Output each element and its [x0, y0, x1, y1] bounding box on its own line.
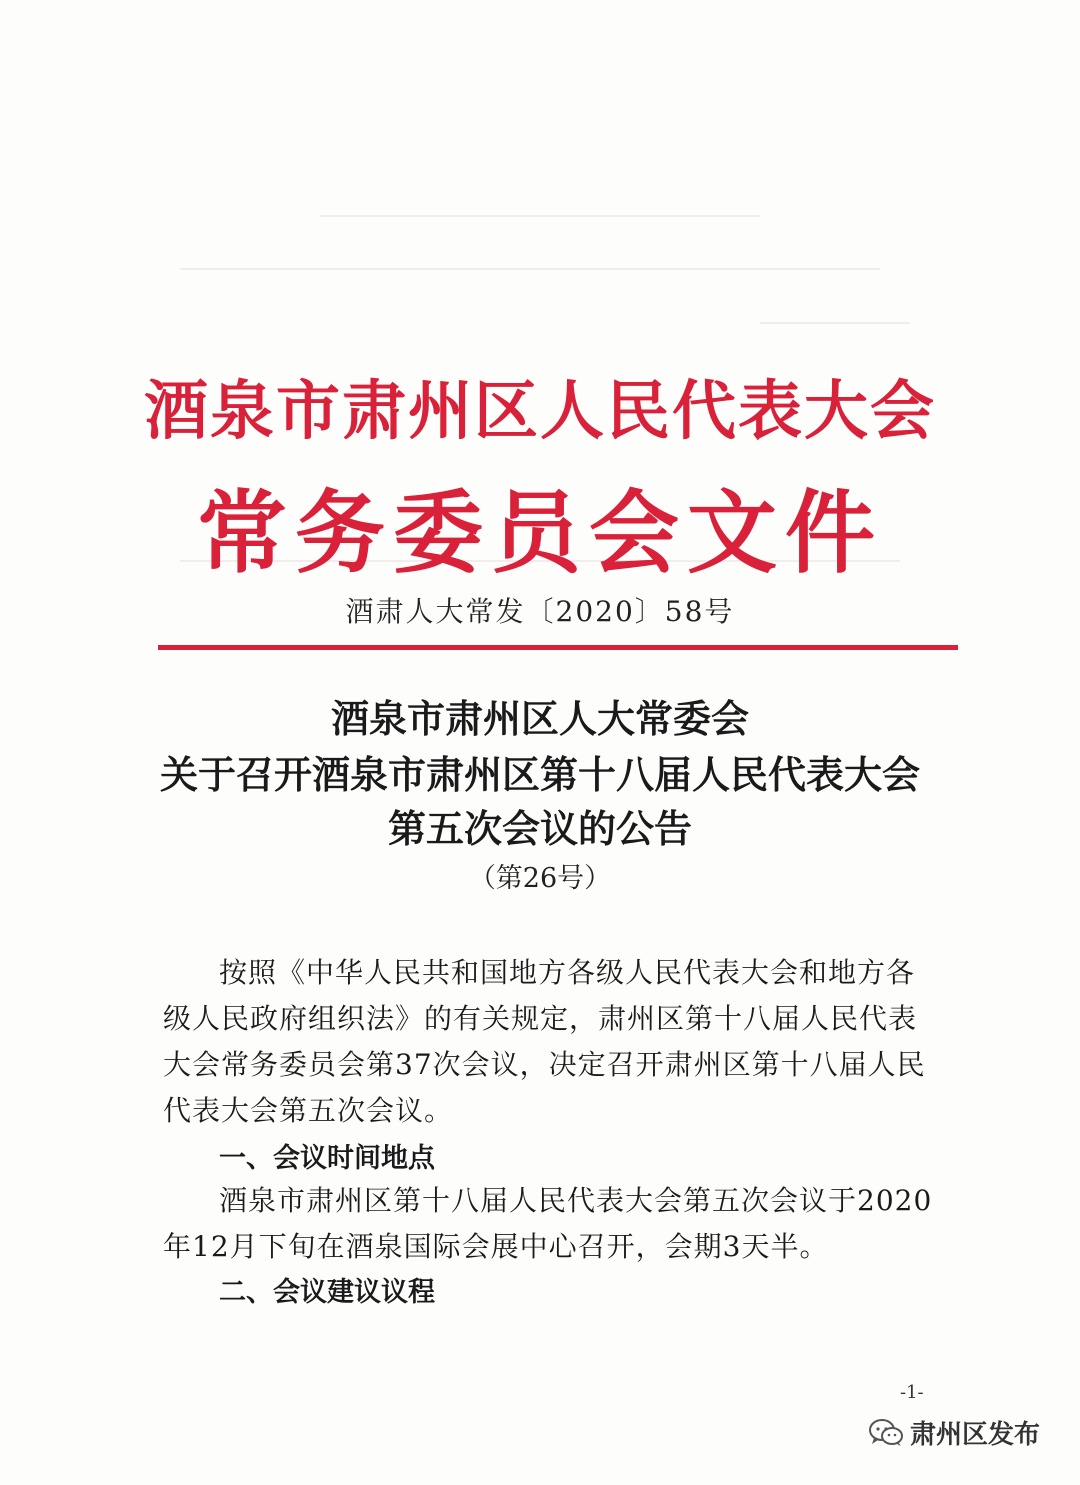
- header-document-type: 常务委员会文件: [197, 480, 883, 586]
- bleed-through-line: [320, 215, 760, 217]
- section-heading-2: 二、会议建议议程: [219, 1277, 435, 1308]
- watermark-text: 肃州区发布: [910, 1420, 1041, 1450]
- bleed-through-line: [180, 268, 880, 270]
- red-divider-line: [158, 645, 958, 650]
- page-number: -1-: [900, 1382, 924, 1403]
- wechat-watermark: [868, 1414, 1040, 1451]
- notice-title-line1: 酒泉市肃州区人大常委会: [330, 696, 749, 741]
- notice-title-line2: 关于召开酒泉市肃州区第十八届人民代表大会: [159, 752, 920, 797]
- document-number: 酒肃人大常发〔2020〕58号: [345, 595, 735, 628]
- bleed-through-line: [760, 322, 910, 324]
- notice-number: （第26号）: [468, 863, 612, 894]
- body-paragraph-2: 酒泉市肃州区第十八届人民代表大会第五次会议于2020年12月下旬在酒泉国际会展中心召开，会期3天半。: [163, 1184, 933, 1263]
- header-org-name: 酒泉市肃州区人民代表大会: [144, 374, 936, 449]
- body-paragraph-1: 按照《中华人民共和国地方各级人民代表大会和地方各级人民政府组织法》的有关规定，肃州区第十八届人民代表大会常务委员会第37次会议，决定召开肃州区第十八届人民代表大会第五次会议。: [163, 956, 926, 1127]
- wechat-icon: [868, 1418, 904, 1448]
- section-heading-1: 一、会议时间地点: [219, 1143, 435, 1174]
- notice-title-line3: 第五次会议的公告: [387, 806, 692, 851]
